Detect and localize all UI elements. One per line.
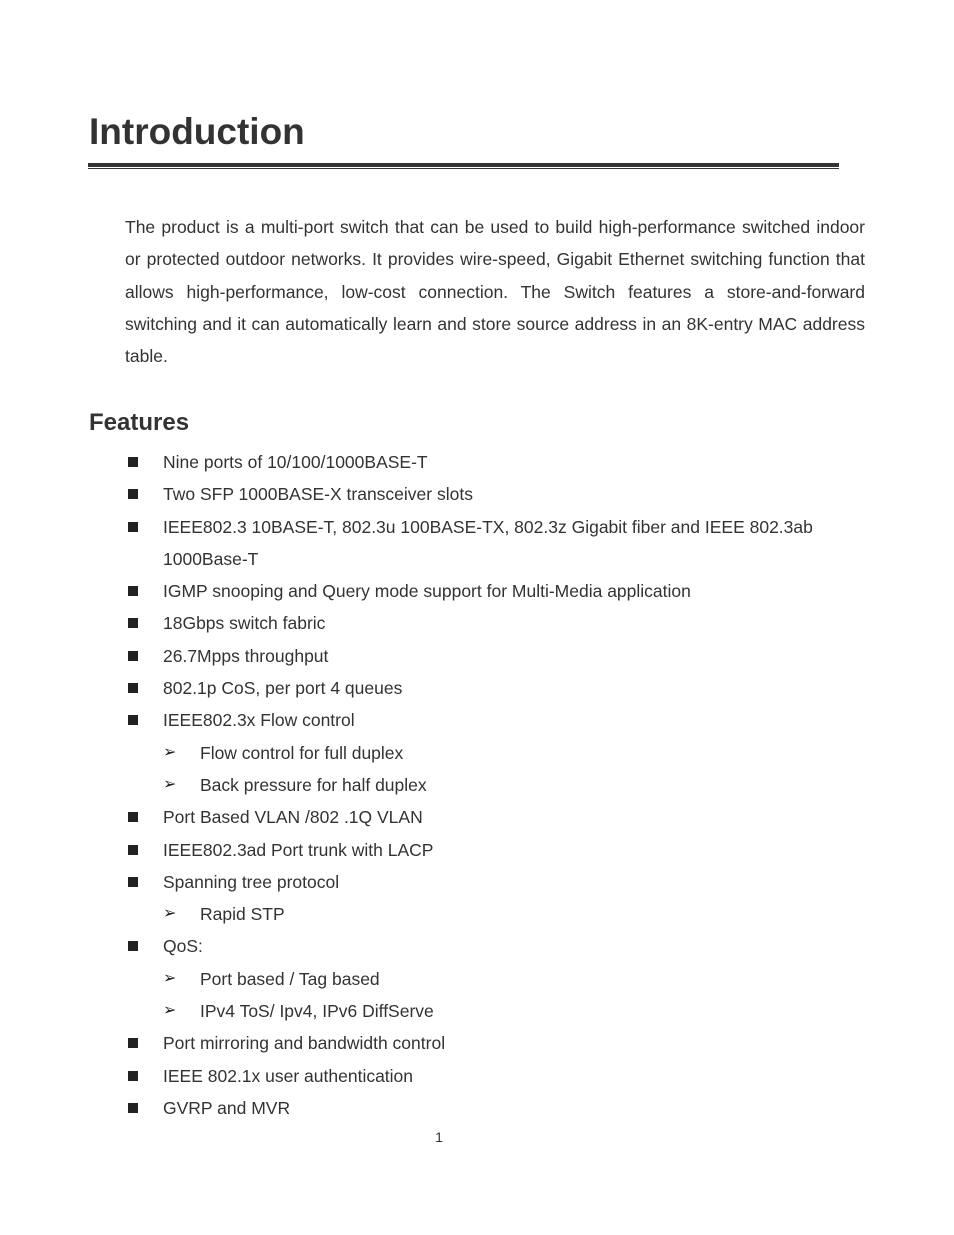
sub-feature-item: [0, 769, 954, 801]
feature-item: [0, 575, 954, 607]
feature-text: IPv4 ToS/ Ipv4, IPv6 DiffServe: [200, 1001, 434, 1022]
feature-text: Port mirroring and bandwidth control: [163, 1033, 446, 1054]
feature-text: 18Gbps switch fabric: [163, 613, 326, 634]
sub-feature-item: [0, 995, 954, 1027]
square-bullet-icon: [128, 683, 138, 693]
feature-text: IGMP snooping and Query mode support for Multi-Media application: [163, 581, 691, 602]
feature-item: [0, 1060, 954, 1092]
square-bullet-icon: [128, 586, 138, 596]
feature-item: [0, 511, 954, 576]
feature-text: IEEE802.3 10BASE-T, 802.3u 100BASE-TX, 802.3z Gigabit fiber and IEEE 802.3ab 1000Base-T: [163, 516, 813, 569]
features-list: [0, 446, 954, 1124]
square-bullet-icon: [128, 941, 138, 951]
feature-item: [0, 446, 954, 478]
feature-text: 26.7Mpps throughput: [163, 645, 329, 666]
sub-feature-item: [0, 898, 954, 930]
feature-item: [0, 834, 954, 866]
feature-item: [0, 704, 954, 736]
sub-feature-item: [0, 737, 954, 769]
feature-text: Port based / Tag based: [200, 968, 380, 989]
intro-paragraph: The product is a multi-port switch that can be used to build high-performance switched indoor or protected outdoor networks. It provides wire-speed, Gigabit Ethernet switching function that allows high-performance, low-cost connection. The Switch features a store-and-forward switching and it can automatically learn and store source address in an 8K-entry MAC address table.: [125, 217, 865, 367]
feature-item: [0, 1027, 954, 1059]
square-bullet-icon: [128, 715, 138, 725]
sub-feature-item: [0, 963, 954, 995]
square-bullet-icon: [128, 1103, 138, 1113]
arrow-bullet-icon: ➢: [163, 969, 177, 987]
feature-item: [0, 801, 954, 833]
feature-text: GVRP and MVR: [163, 1097, 291, 1118]
feature-text: IEEE802.3ad Port trunk with LACP: [163, 839, 434, 860]
feature-text: IEEE802.3x Flow control: [163, 710, 355, 731]
feature-text: Nine ports of 10/100/1000BASE-T: [163, 452, 428, 472]
feature-text: Rapid STP: [200, 904, 285, 925]
square-bullet-icon: [128, 1038, 138, 1048]
feature-text: Spanning tree protocol: [163, 871, 340, 892]
title-divider-thin: [88, 168, 839, 169]
feature-item: [0, 478, 954, 510]
square-bullet-icon: [128, 457, 138, 467]
arrow-bullet-icon: ➢: [163, 743, 177, 761]
feature-text: Two SFP 1000BASE-X transceiver slots: [163, 484, 473, 505]
feature-item: [0, 930, 954, 962]
square-bullet-icon: [128, 877, 138, 887]
title-divider: [88, 163, 839, 167]
square-bullet-icon: [128, 522, 138, 532]
feature-item: [0, 640, 954, 672]
feature-item: [0, 672, 954, 704]
page-title: Introduction: [89, 111, 305, 152]
square-bullet-icon: [128, 618, 138, 628]
arrow-bullet-icon: ➢: [163, 775, 177, 793]
page-number: 1: [435, 1129, 443, 1145]
feature-text: 802.1p CoS, per port 4 queues: [163, 678, 403, 699]
square-bullet-icon: [128, 1071, 138, 1081]
square-bullet-icon: [128, 812, 138, 822]
feature-text: QoS:: [163, 936, 203, 957]
feature-text: IEEE 802.1x user authentication: [163, 1065, 414, 1086]
square-bullet-icon: [128, 845, 138, 855]
square-bullet-icon: [128, 651, 138, 661]
feature-item: [0, 1092, 954, 1124]
feature-item: [0, 607, 954, 639]
square-bullet-icon: [128, 489, 138, 499]
feature-text: Back pressure for half duplex: [200, 774, 427, 795]
feature-text: Flow control for full duplex: [200, 742, 404, 763]
arrow-bullet-icon: ➢: [163, 1002, 177, 1020]
features-heading: Features: [89, 409, 190, 436]
feature-item: [0, 866, 954, 898]
feature-text: Port Based VLAN /802 .1Q VLAN: [163, 807, 423, 828]
arrow-bullet-icon: ➢: [163, 905, 177, 923]
